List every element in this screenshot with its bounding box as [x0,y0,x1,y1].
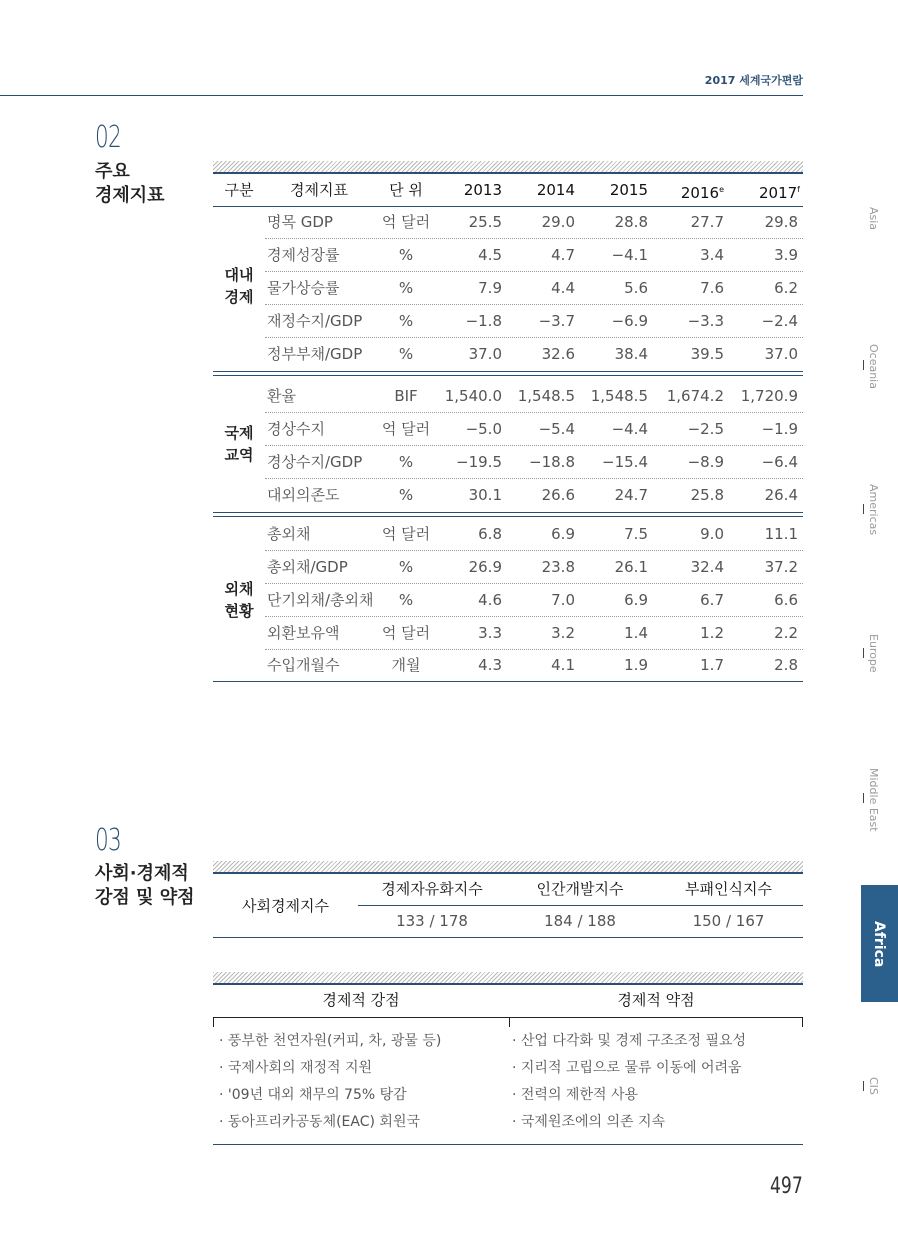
row-value-2017: 2.2 [774,624,798,642]
strength-title: 경제적 강점 [322,991,400,1009]
group-label-domestic: 대내 경제 [224,266,254,306]
weakness-item: · 국제원조에의 의존 지속 [512,1114,666,1130]
row-divider [265,337,803,338]
indices-hatch-bar [213,861,803,872]
row-divider [265,583,803,584]
group-divider-rule [213,375,803,376]
row-value-2017: −1.9 [761,420,798,438]
weakness-item: · 지리적 고립으로 물류 이동에 어려움 [512,1060,742,1076]
section-number-03: 03 [95,823,122,858]
sidebar-tick [863,360,864,370]
indices-value-economic-freedom: 133 / 178 [396,912,468,930]
row-value-2016: 32.4 [690,558,724,576]
row-name: 재정수지/GDP [267,312,363,330]
weakness-item: · 전력의 제한적 사용 [512,1087,638,1103]
row-value-2015: −4.4 [611,420,648,438]
row-divider [265,304,803,305]
header-bottom-rule [213,206,803,207]
row-unit: BIF [394,387,418,405]
row-value-2015: −15.4 [602,453,648,471]
strength-item: · 동아프리카공동체(EAC) 회원국 [219,1114,420,1130]
row-unit: 억 달러 [381,213,431,231]
row-divider [265,616,803,617]
indices-label: 사회경제지수 [242,897,329,915]
row-name: 수입개월수 [267,656,340,674]
row-name: 대외의존도 [267,486,340,504]
header-indicator: 경제지표 [290,181,348,199]
row-unit: % [398,558,414,576]
swot-hatch-bar [213,972,803,983]
row-value-2013: −1.8 [465,312,502,330]
indices-header-human-development: 인간개발지수 [536,880,624,898]
row-value-2014: −5.4 [538,420,575,438]
row-value-2017: 6.6 [774,591,798,609]
swot-middle-tick [509,1017,510,1027]
row-value-2017: 29.8 [764,213,798,231]
row-name: 환율 [267,387,296,405]
row-value-2016: 27.7 [690,213,724,231]
strength-item: · 국제사회의 재정적 지원 [219,1060,373,1076]
row-name: 총외채/GDP [267,558,348,576]
row-value-2016: −3.3 [687,312,724,330]
indices-value-human-development: 184 / 188 [544,912,616,930]
row-unit: % [398,312,414,330]
indices-bottom-rule [213,937,803,938]
row-value-2014: 29.0 [541,213,575,231]
row-unit: % [398,591,414,609]
row-value-2013: 4.3 [478,656,502,674]
group-divider-rule [213,371,803,372]
row-name: 총외채 [267,525,311,543]
table-bottom-rule [213,681,803,682]
row-value-2016: 6.7 [700,591,724,609]
row-value-2013: 37.0 [468,345,502,363]
sidebar-item-middle-east[interactable]: Middle East [867,768,880,832]
row-value-2013: 4.6 [478,591,502,609]
row-name: 경상수지/GDP [267,453,363,471]
row-value-2015: 5.6 [624,279,648,297]
sidebar-tick [863,1081,864,1091]
row-unit: % [398,345,414,363]
row-unit: % [398,246,414,264]
row-unit: % [398,279,414,297]
row-value-2014: 32.6 [541,345,575,363]
row-value-2014: 4.1 [551,656,575,674]
section-number-02: 02 [95,120,122,155]
row-value-2017: 37.0 [764,345,798,363]
header-2013: 2013 [463,181,502,199]
running-header-title: 2017 세계국가편람 [704,74,803,87]
row-name: 단기외채/총외채 [267,591,374,609]
row-value-2014: 7.0 [551,591,575,609]
row-value-2017: 11.1 [764,525,798,543]
swot-top-rule [213,983,803,985]
row-value-2015: 6.9 [624,591,648,609]
sidebar-tick [863,793,864,803]
row-name: 물가상승률 [267,279,340,297]
row-value-2017: 2.8 [774,656,798,674]
row-value-2017: 3.9 [774,246,798,264]
row-value-2016: 39.5 [690,345,724,363]
header-unit: 단 위 [389,181,423,199]
row-divider [265,550,803,551]
row-name: 외환보유액 [267,624,340,642]
row-value-2013: 26.9 [468,558,502,576]
row-value-2016: 9.0 [700,525,724,543]
row-value-2013: 6.8 [478,525,502,543]
indices-header-rule [358,905,803,906]
row-value-2015: 24.7 [614,486,648,504]
swot-left-tick [213,1017,214,1027]
row-value-2013: 7.9 [478,279,502,297]
row-name: 정부부채/GDP [267,345,363,363]
row-value-2017: 1,720.9 [740,387,798,405]
group-label-trade: 국제 교역 [224,424,254,464]
row-unit: 억 달러 [381,624,431,642]
row-unit: 억 달러 [381,525,431,543]
row-value-2014: 4.4 [551,279,575,297]
row-value-2014: 6.9 [551,525,575,543]
row-value-2013: −5.0 [465,420,502,438]
sidebar-item-oceania[interactable]: Oceania [867,344,880,389]
row-divider [265,271,803,272]
row-value-2017: −6.4 [761,453,798,471]
row-value-2015: 1.9 [624,656,648,674]
row-value-2015: 26.1 [614,558,648,576]
row-value-2015: 1,548.5 [590,387,648,405]
swot-right-tick [802,1017,803,1027]
row-value-2013: 3.3 [478,624,502,642]
row-value-2013: 30.1 [468,486,502,504]
swot-header-rule [213,1017,803,1018]
section-title-economic-indicators: 주요 경제지표 [95,161,165,206]
header-2014: 2014 [536,181,575,199]
sidebar-tick [863,648,864,658]
weakness-item: · 산업 다각화 및 경제 구조조정 필요성 [512,1033,747,1049]
table-top-rule [213,172,803,174]
row-value-2014: 1,548.5 [517,387,575,405]
row-value-2017: 26.4 [764,486,798,504]
row-value-2016: −2.5 [687,420,724,438]
row-value-2014: 26.6 [541,486,575,504]
indices-header-corruption-perception: 부패인식지수 [685,880,772,898]
row-value-2016: 25.8 [690,486,724,504]
row-value-2014: −18.8 [529,453,575,471]
header-category: 구분 [224,181,254,199]
row-name: 경상수지 [267,420,325,438]
strength-item: · 풍부한 천연자원(커피, 차, 광물 등) [219,1033,442,1049]
row-name: 경제성장률 [267,246,340,264]
header-2016: 2016e [680,184,724,202]
row-value-2014: 4.7 [551,246,575,264]
page-number: 497 [770,1174,803,1199]
section-title-strengths-weaknesses: 사회·경제적 강점 및 약점 [95,863,195,908]
row-value-2015: −6.9 [611,312,648,330]
row-value-2013: 1,540.0 [444,387,502,405]
row-divider [265,238,803,239]
row-value-2014: 3.2 [551,624,575,642]
row-value-2016: 1.2 [700,624,724,642]
row-unit: 개월 [391,656,421,674]
row-divider [265,412,803,413]
row-value-2017: −2.4 [761,312,798,330]
swot-bottom-rule [213,1144,803,1145]
row-value-2016: 1.7 [700,656,724,674]
sidebar-item-europe[interactable]: Europe [867,634,880,673]
row-value-2013: 4.5 [478,246,502,264]
table-hatch-bar [213,161,803,172]
sidebar-item-africa-active[interactable]: Africa [861,885,898,1002]
row-value-2013: 25.5 [468,213,502,231]
sidebar-item-cis[interactable]: CIS [867,1077,880,1095]
header-2017: 2017$^f$ [758,184,800,202]
row-value-2015: 28.8 [614,213,648,231]
row-value-2017: 6.2 [774,279,798,297]
sidebar-tick [863,504,864,514]
row-value-2015: 1.4 [624,624,648,642]
row-value-2017: 37.2 [764,558,798,576]
row-name: 명목 GDP [267,213,333,231]
row-value-2016: 1,674.2 [666,387,724,405]
group-label-external-debt: 외채 현황 [224,580,254,620]
header-2015: 2015 [609,181,648,199]
row-value-2016: −8.9 [687,453,724,471]
row-value-2014: 23.8 [541,558,575,576]
header-rule [0,95,803,96]
row-value-2016: 3.4 [700,246,724,264]
sidebar-item-asia[interactable]: Asia [867,207,880,231]
row-value-2014: −3.7 [538,312,575,330]
indices-top-rule [213,872,803,874]
row-unit: 억 달러 [381,420,431,438]
row-unit: % [398,453,414,471]
indices-header-economic-freedom: 경제자유화지수 [381,880,483,898]
group-divider-rule [213,512,803,513]
row-value-2016: 7.6 [700,279,724,297]
weakness-title: 경제적 약점 [617,991,695,1009]
row-unit: % [398,486,414,504]
sidebar-item-americas[interactable]: Americas [867,484,880,536]
row-value-2015: −4.1 [611,246,648,264]
header-2016-superscript: e [719,185,724,194]
row-divider [265,445,803,446]
group-divider-rule [213,516,803,517]
row-divider [265,478,803,479]
row-value-2015: 7.5 [624,525,648,543]
row-divider [265,649,803,650]
row-value-2013: −19.5 [456,453,502,471]
strength-item: · '09년 대외 채무의 75% 탕감 [219,1087,407,1103]
row-value-2015: 38.4 [614,345,648,363]
indices-value-corruption-perception: 150 / 167 [692,912,765,930]
header-2017-superscript: f [797,185,800,194]
